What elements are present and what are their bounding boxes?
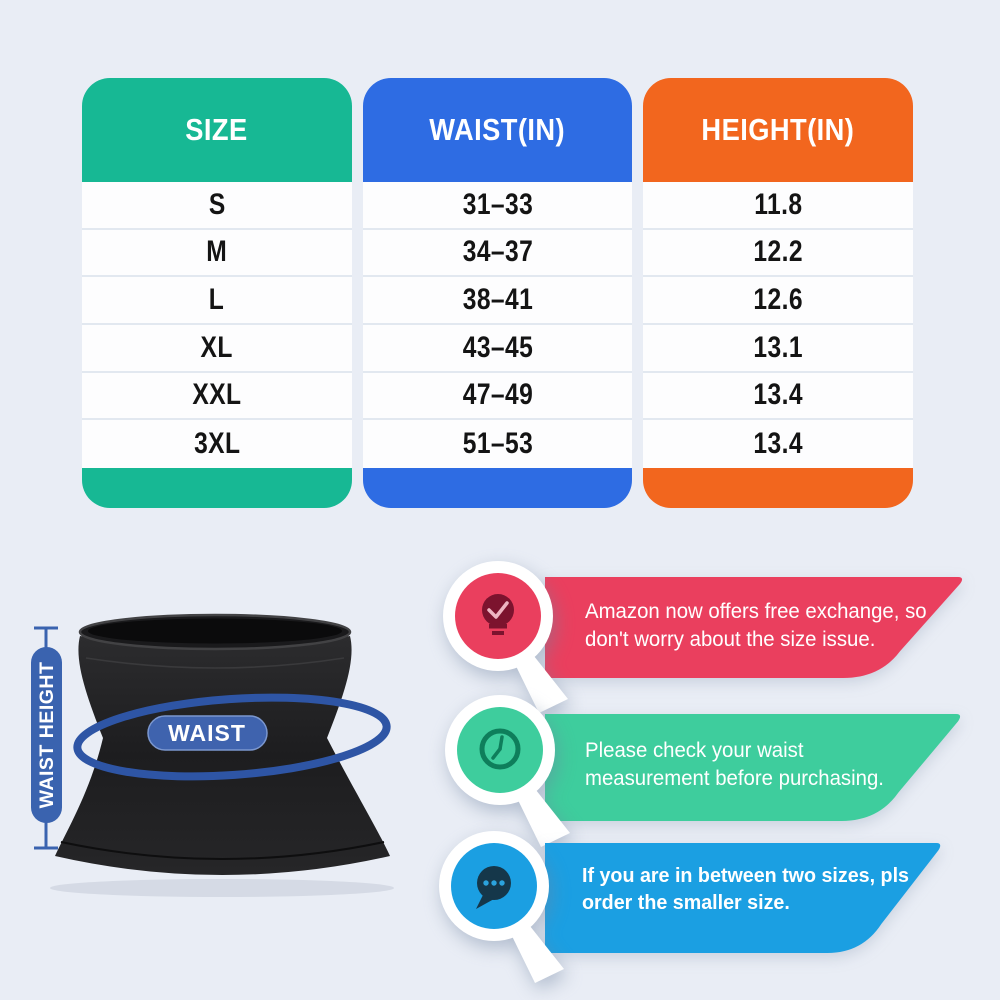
- waist-label: WAIST: [168, 720, 246, 746]
- height-column-header-label: HEIGHT(IN): [701, 112, 855, 147]
- waist-cell: 34–37: [363, 230, 633, 278]
- waist-cell: 38–41: [363, 277, 633, 325]
- lightbulb-check-icon: [442, 559, 574, 715]
- height-cell: 11.8: [643, 182, 913, 230]
- size-cell: L: [82, 277, 352, 325]
- size-cell: XXL: [82, 373, 352, 421]
- clock-icon: [444, 693, 576, 849]
- waist-column-body: [363, 182, 633, 468]
- waist-cell: 51–53: [462, 427, 533, 461]
- size-column-footer: [82, 468, 352, 508]
- size-column-body: [82, 182, 352, 468]
- size-cell: 3XL: [193, 427, 241, 461]
- size-column-header-label: SIZE: [185, 112, 249, 147]
- size-cell: M: [82, 230, 352, 278]
- height-cell: 13.4: [753, 427, 803, 461]
- chat-dots-icon: [438, 829, 570, 985]
- height-column: [643, 78, 913, 508]
- tip-text-measure: Please check your waist measurement before purchasing.: [585, 739, 884, 791]
- size-column: [82, 78, 352, 508]
- waist-cell: 47–49: [363, 373, 633, 421]
- height-cell: 12.2: [643, 230, 913, 278]
- height-cell: 13.4: [643, 373, 913, 421]
- size-cell: S: [82, 182, 352, 230]
- size-cell: XL: [82, 325, 352, 373]
- waist-trainer-illustration: [28, 580, 430, 910]
- height-column-header: [643, 78, 913, 182]
- waist-cell: 31–33: [363, 182, 633, 230]
- trainer-shadow: [50, 879, 394, 897]
- height-column-body: [643, 182, 913, 468]
- size-chart-table: [82, 78, 913, 508]
- height-cell: 13.1: [643, 325, 913, 373]
- waist-column-footer: [363, 468, 633, 508]
- tip-text-exchange: Amazon now offers free exchange, so don't worry about the size issue.: [585, 600, 927, 652]
- trainer-opening-inner: [88, 619, 342, 644]
- size-column-header: [82, 78, 352, 182]
- waist-cell: 43–45: [363, 325, 633, 373]
- waist-column-header: [363, 78, 633, 182]
- waist-column: [363, 78, 633, 508]
- waist-column-header-label: WAIST(IN): [429, 112, 566, 147]
- waist-height-measure: [31, 628, 62, 848]
- tip-text-between-sizes: If you are in between two sizes, pls order the smaller size.: [582, 864, 909, 915]
- waist-height-label: WAIST HEIGHT: [36, 661, 58, 809]
- height-cell: 12.6: [643, 277, 913, 325]
- height-column-footer: [643, 468, 913, 508]
